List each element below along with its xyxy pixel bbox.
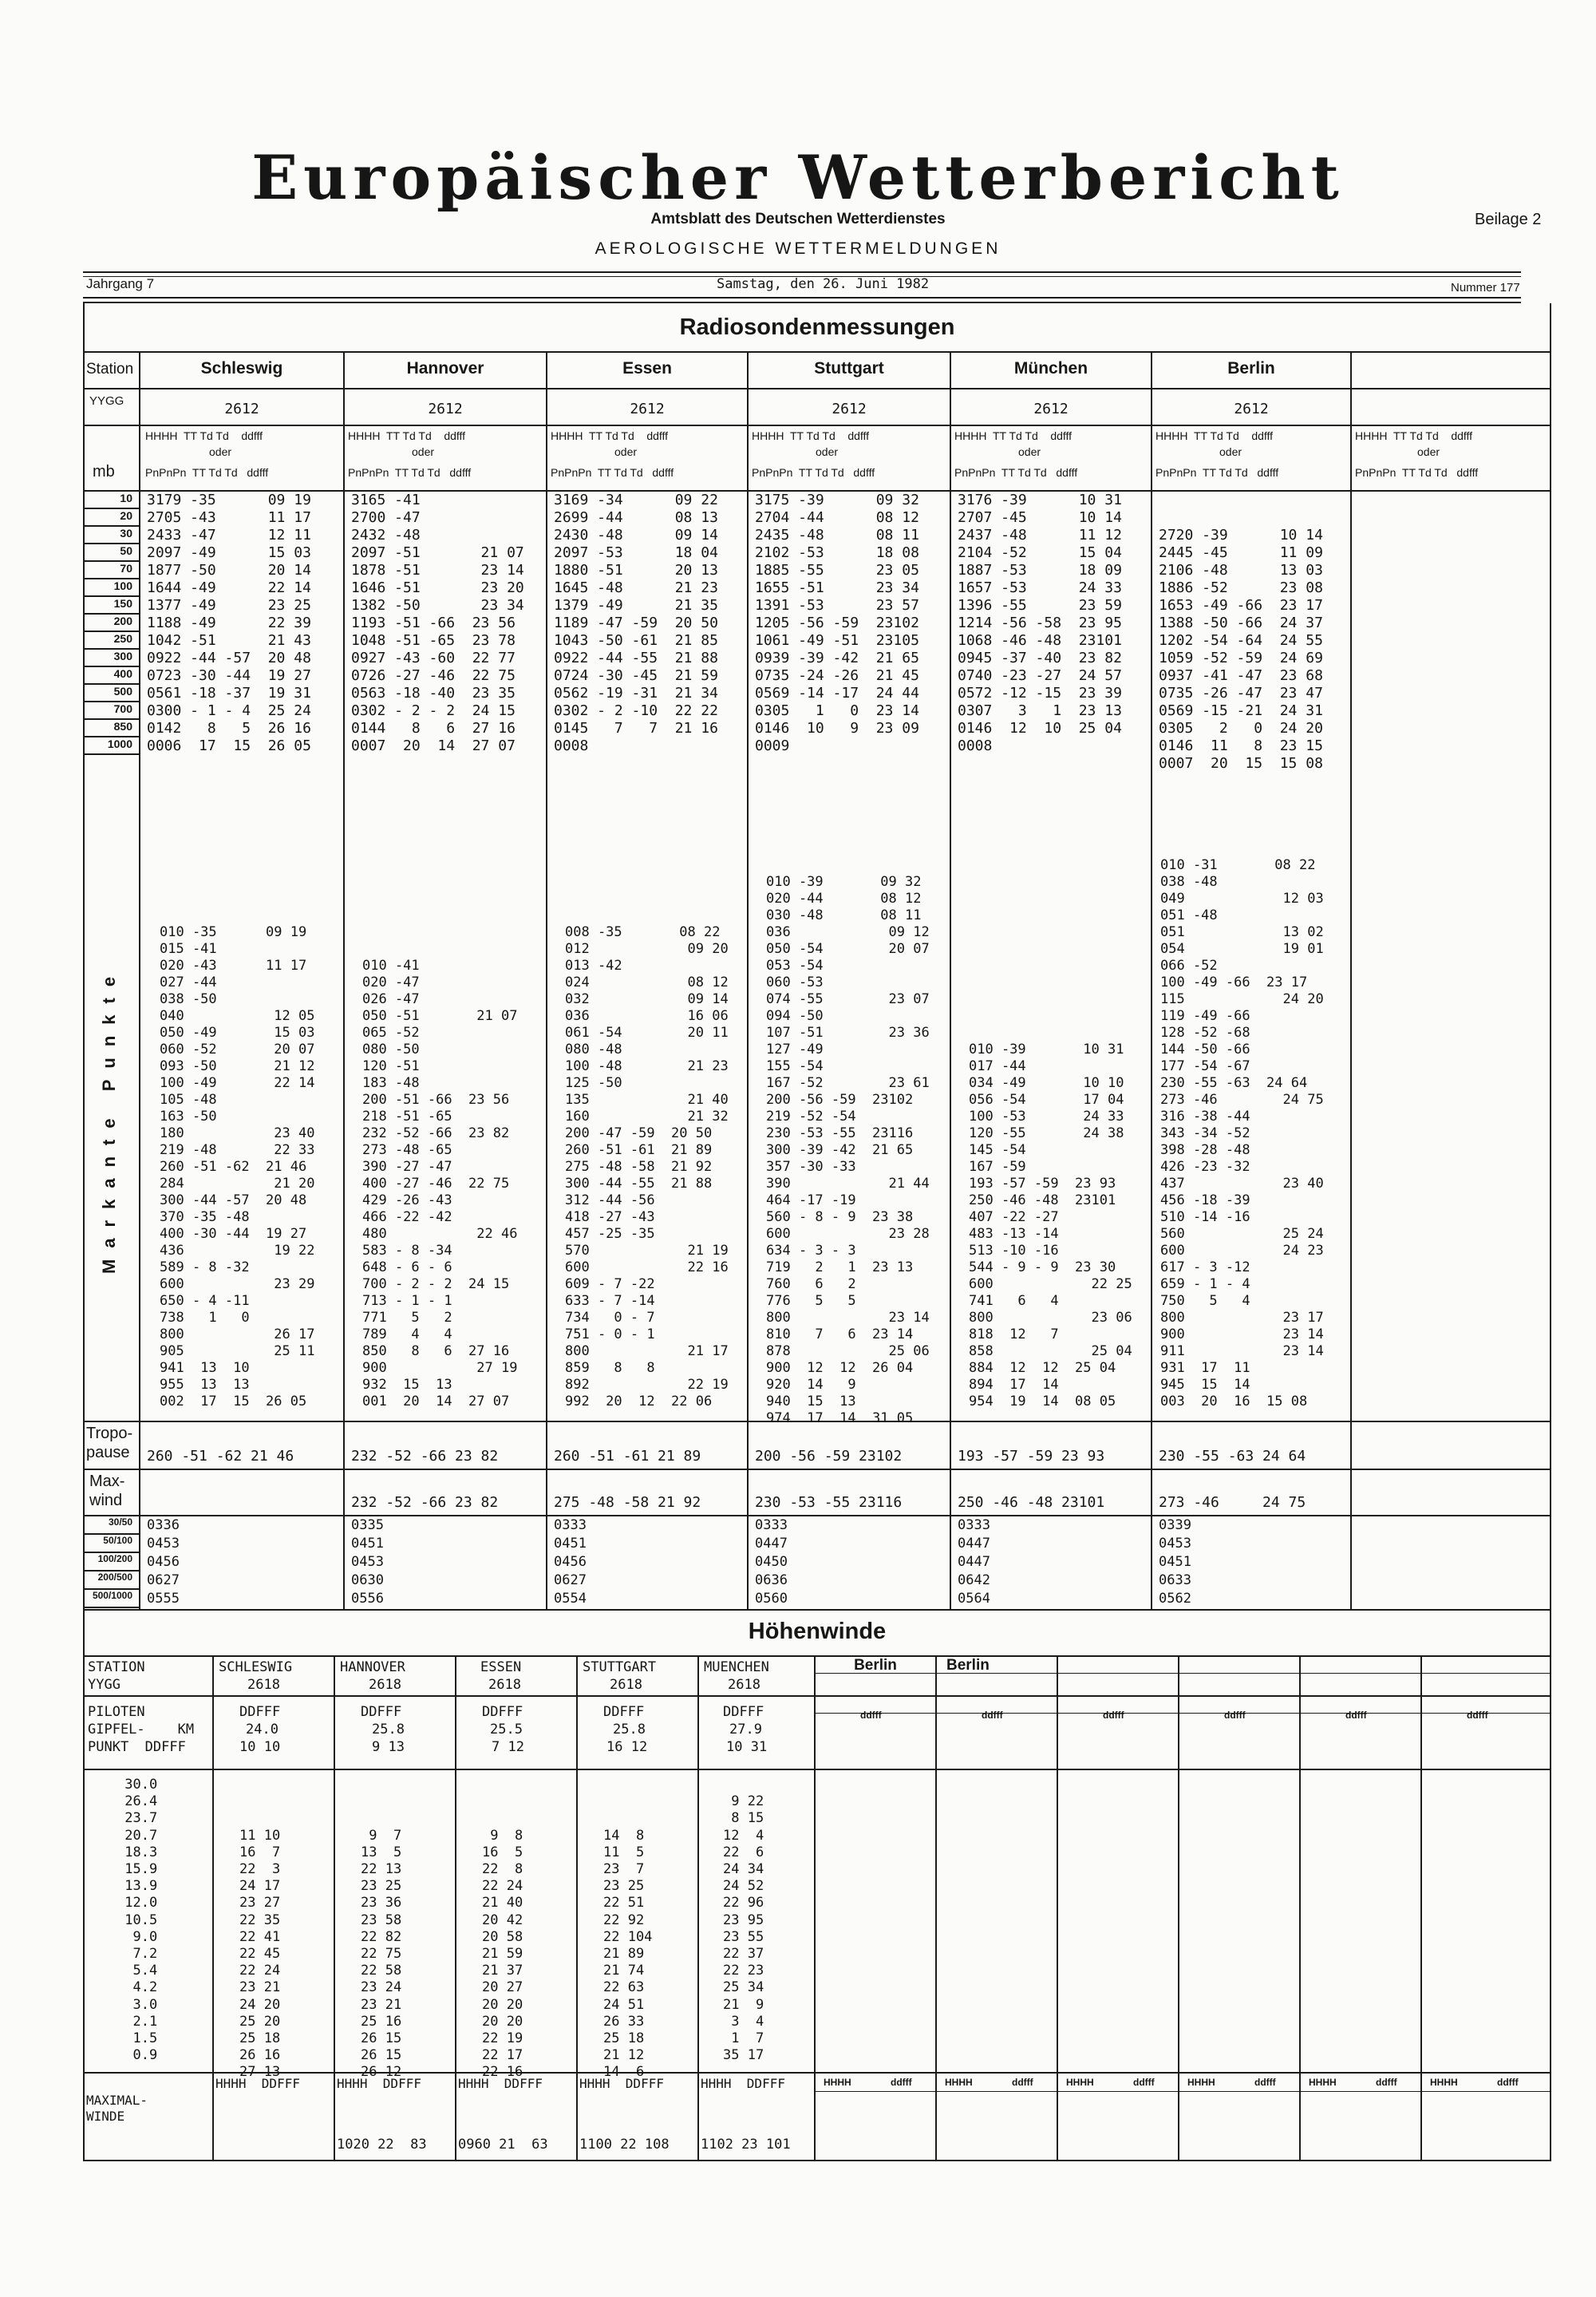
level-mb: 150 — [85, 597, 139, 615]
hw-max-hdr: HHHH DDFFF — [579, 2076, 664, 2091]
hw-max-value: 1100 22 108 — [579, 2137, 670, 2153]
station-label: Station — [86, 361, 134, 378]
tropopause-value: 232 -52 -66 23 82 — [351, 1448, 499, 1465]
col-header-oder: oder — [614, 445, 638, 458]
col-header-oder: oder — [209, 445, 232, 458]
hw-max-hhhh: HHHH — [1066, 2077, 1094, 2088]
yygg-value: 2612 — [224, 401, 259, 417]
publisher: Amtsblatt des Deutschen Wetterdienstes — [650, 211, 946, 227]
hoehenwinde-title: Höhenwinde — [748, 1619, 887, 1644]
thickness-layer: 50/100 — [85, 1535, 139, 1553]
radiosonde-title: Radiosondenmessungen — [679, 314, 955, 340]
level-mb: 250 — [85, 632, 139, 650]
level-mb: 700 — [85, 702, 139, 720]
level-mb: 300 — [85, 650, 139, 667]
hw-gipfel: 25.8 — [372, 1722, 405, 1738]
hw-max-hdr: HHHH DDFFF — [215, 2076, 300, 2091]
col-header-line1: HHHH TT Td Td ddfff — [348, 429, 466, 442]
tropopause-value: 260 -51 -61 21 89 — [554, 1448, 701, 1465]
hw-punkt: 10 31 — [726, 1739, 768, 1755]
yygg-value: 2612 — [630, 401, 665, 417]
level-mb: 70 — [85, 562, 139, 579]
sig-points-hannover: 010 -41 020 -47 026 -47 050 -51 21 07 065 -52 080 -50 120 -51 183 -48 200 -51 -66 23 56 218 -51 -65 232 -52 -66 23 82 273 -48 -65 390 -27 -47 400 -27 -46 22 75 429 -26 -43 466 -22 -42 480 22 46 583 - 8 -34 648 - 6 - 6 700 - 2 - 2 24 15 713 - 1 - 1 771 5 2 789 4 4 850 8 6 27 16 900 27 19 932 15 13 001 20 14 27 07 — [362, 958, 518, 1409]
thickness-layer: 100/200 — [85, 1553, 139, 1572]
mb-label: mb — [93, 463, 115, 480]
station-schleswig: Schleswig — [200, 359, 283, 378]
sig-points-schleswig: 010 -35 09 19 015 -41 020 -43 11 17 027 -44 038 -50 040 12 05 050 -49 15 03 060 -52 20 07 093 -50 21 12 100 -49 22 14 105 -48 163 -50 180 23 40 219 -48 22 33 260 -51 -62 21 46 284 21 20 300 -44 -57 20 48 370 -35 -48 400 -30 -44 19 27 436 19 22 589 - 8 -32 600 23 29 650 - 4 -11 738 1 0 800 26 17 905 25 11 941 13 10 955 13 13 002 17 15 26 05 — [160, 924, 315, 1409]
maxwind-value: 275 -48 -58 21 92 — [554, 1494, 701, 1511]
sig-points-essen: 008 -35 08 22 012 09 20 013 -42 024 08 12 032 09 14 036 16 06 061 -54 20 11 080 -48 100 -48 21 23 125 -50 135 21 40 160 21 32 200 -47 -59 20 50 260 -51 -61 21 89 275 -48 -58 21 92 300 -44 -55 21 88 312 -44 -56 418 -27 -43 457 -25 -35 570 21 19 600 22 16 609 - 7 -22 633 - 7 -14 734 0 - 7 751 - 0 - 1 800 21 17 859 8 8 892 22 19 992 20 12 22 06 — [565, 924, 729, 1409]
hw-station-label: STATION YYGG — [88, 1659, 145, 1693]
level-mb: 30 — [85, 527, 139, 544]
tropopause-value: 260 -51 -62 21 46 — [147, 1448, 294, 1465]
hw-max-ddfff: ddfff — [1133, 2077, 1155, 2088]
hw-station-essen: ESSEN — [480, 1659, 522, 1675]
hw-yygg: 2618 — [369, 1677, 401, 1693]
level-mb: 850 — [85, 720, 139, 737]
section-title: AEROLOGISCHE WETTERMELDUNGEN — [595, 239, 1001, 258]
sig-points-stuttgart: 010 -39 09 32 020 -44 08 12 030 -48 08 11 036 09 12 050 -54 20 07 053 -54 060 -53 074 -55 23 07 094 -50 107 -51 23 36 127 -49 155 -54 167 -52 23 61 200 -56 -59 23102 219 -52 -54 230 -53 -55 23116 300 -39 -42 21 65 357 -30 -33 390 21 44 464 -17 -19 560 - 8 - 9 23 38 600 23 28 634 - 3 - 3 719 2 1 23 13 760 6 2 776 5 5 800 23 14 810 7 6 23 14 878 25 06 900 12 12 26 04 920 14 9 940 15 13 974 17 14 31 05 — [766, 874, 930, 1426]
hw-ddfff: DDFFF — [603, 1704, 645, 1720]
hw-max-value: 0960 21 63 — [458, 2137, 548, 2153]
yygg-label: YYGG — [89, 394, 124, 408]
yygg-value: 2612 — [1033, 401, 1069, 417]
hw-max-hdr: HHHH DDFFF — [337, 2076, 421, 2091]
tropopause-label: Tropo- pause — [86, 1425, 133, 1461]
maxwind-value: 230 -53 -55 23116 — [755, 1494, 903, 1511]
hw-gipfel: 27.9 — [729, 1722, 762, 1738]
hw-yygg: 2618 — [610, 1677, 642, 1693]
hw-punkt: 10 10 — [239, 1739, 281, 1755]
hw-ddfff-label: ddfff — [1345, 1710, 1367, 1721]
thickness-layer: 30/50 — [85, 1516, 139, 1535]
col-header-line2: PnPnPn TT Td Td ddfff — [1156, 466, 1279, 479]
col-header-line1: HHHH TT Td Td ddfff — [1355, 429, 1473, 442]
level-mb: 400 — [85, 667, 139, 685]
hw-ddfff: DDFFF — [239, 1704, 281, 1720]
level-mb: 20 — [85, 509, 139, 527]
hw-ddfff: DDFFF — [482, 1704, 523, 1720]
std-levels-hannover: 3165 -41 2700 -47 2432 -48 2097 -51 21 07 1878 -51 23 14 1646 -51 23 20 1382 -50 23 34 1193 -51 -66 23 56 1048 -51 -65 23 78 0927 -43 -60 22 77 0726 -27 -46 22 75 0563 -18 -40 23 35 0302 - 2 - 2 24 15 0144 8 6 27 16 0007 20 14 27 07 — [351, 492, 524, 754]
hw-pilot-label: PILOTEN GIPFEL- KM PUNKT DDFFF — [88, 1704, 195, 1755]
hw-max-hhhh: HHHH — [824, 2077, 851, 2088]
hw-gipfel: 25.5 — [490, 1722, 523, 1738]
station-berlin: Berlin — [1227, 359, 1275, 378]
hw-max-ddfff: ddfff — [1254, 2077, 1276, 2088]
beilage-label: Beilage 2 — [1475, 211, 1542, 228]
col-header-line2: PnPnPn TT Td Td ddfff — [348, 466, 472, 479]
station-hannover: Hannover — [406, 359, 484, 378]
hw-max-hhhh: HHHH — [1430, 2077, 1458, 2088]
hw-max-value: 1102 23 101 — [701, 2137, 791, 2153]
col-header-oder: oder — [412, 445, 435, 458]
level-mb: 200 — [85, 615, 139, 632]
thickness-layer: 500/1000 — [85, 1590, 139, 1608]
hw-punkt: 16 12 — [606, 1739, 648, 1755]
hw-max-hhhh: HHHH — [1187, 2077, 1215, 2088]
hw-yygg: 2618 — [247, 1677, 280, 1693]
thickness-values: 0335 0451 0453 0630 0556 — [351, 1517, 384, 1607]
hw-max-ddfff: ddfff — [1376, 2077, 1397, 2088]
tropopause-value: 230 -55 -63 24 64 — [1159, 1448, 1306, 1465]
hw-ddfff-label: ddfff — [1467, 1710, 1488, 1721]
main-title: Europäischer Wetterbericht — [251, 142, 1345, 213]
hw-station-berlin: Berlin — [854, 1657, 897, 1674]
issue-date: Samstag, den 26. Juni 1982 — [717, 276, 930, 292]
hw-ddfff-label: ddfff — [1103, 1710, 1124, 1721]
std-levels-stuttgart: 3175 -39 09 32 2704 -44 08 12 2435 -48 08 11 2102 -53 18 08 1885 -55 23 05 1655 -51 23 34 1391 -53 23 57 1205 -56 -59 23102 1061 -49 -51 23105 0939 -39 -42 21 65 0735 -24 -26 21 45 0569 -14 -17 24 44 0305 1 0 23 14 0146 10 9 23 09 0009 — [755, 492, 919, 754]
col-header-line1: HHHH TT Td Td ddfff — [1156, 429, 1274, 442]
thickness-values: 0339 0453 0451 0633 0562 — [1159, 1517, 1191, 1607]
std-levels-berlin: 2720 -39 10 14 2445 -45 11 09 2106 -48 13 03 1886 -52 23 08 1653 -49 -66 23 17 1388 -50 -66 24 37 1202 -54 -64 24 55 1059 -52 -59 24 69 0937 -41 -47 23 68 0735 -26 -47 23 47 0569 -15 -21 24 31 0305 2 0 24 20 0146 11 8 23 15 0007 20 15 15 08 — [1159, 527, 1323, 772]
level-mb: 100 — [85, 579, 139, 597]
hw-values-hannover: 9 7 13 5 22 13 23 25 23 36 23 58 22 82 22 75 22 58 23 24 23 21 25 16 26 15 26 15 26 12 — [361, 1827, 402, 2081]
hw-ddfff-label: ddfff — [982, 1710, 1003, 1721]
hw-station-stuttgart: STUTTGART — [583, 1659, 657, 1675]
thickness-labels — [85, 1516, 139, 1608]
hw-yygg: 2618 — [728, 1677, 760, 1693]
level-list — [85, 492, 139, 755]
level-mb: 500 — [85, 685, 139, 702]
col-header-line2: PnPnPn TT Td Td ddfff — [551, 466, 674, 479]
hw-values-muenchen: 9 22 8 15 12 4 22 6 24 34 24 52 22 96 23 95 23 55 22 37 22 23 25 34 21 9 3 4 1 7 35 17 — [723, 1793, 764, 2064]
hw-max-hhhh: HHHH — [1309, 2077, 1337, 2088]
col-header-oder: oder — [1219, 445, 1242, 458]
std-levels-schleswig: 3179 -35 09 19 2705 -43 11 17 2433 -47 12 11 2097 -49 15 03 1877 -50 20 14 1644 -49 22 14 1377 -49 23 25 1188 -49 22 39 1042 -51 21 43 0922 -44 -57 20 48 0723 -30 -44 19 27 0561 -18 -37 19 31 0300 - 1 - 4 25 24 0142 8 5 26 16 0006 17 15 26 05 — [147, 492, 311, 754]
hw-max-hdr: HHHH DDFFF — [701, 2076, 785, 2091]
hw-gipfel: 24.0 — [246, 1722, 279, 1738]
std-levels-essen: 3169 -34 09 22 2699 -44 08 13 2430 -48 09 14 2097 -53 18 04 1880 -51 20 13 1645 -48 21 23 1379 -49 21 35 1189 -47 -59 20 50 1043 -50 -61 21 85 0922 -44 -55 21 88 0724 -30 -45 21 59 0562 -19 -31 21 34 0302 - 2 -10 22 22 0145 7 7 21 16 0008 — [554, 492, 718, 754]
hw-max-label: MAXIMAL- WINDE — [86, 2093, 148, 2124]
col-header-line1: HHHH TT Td Td ddfff — [551, 429, 669, 442]
hw-ddfff-label: ddfff — [860, 1710, 882, 1721]
nummer: Nummer 177 — [1451, 281, 1520, 295]
sig-points-muenchen: 010 -39 10 31 017 -44 034 -49 10 10 056 -54 17 04 100 -53 24 33 120 -55 24 38 145 -54 167 -59 193 -57 -59 23 93 250 -46 -48 23101 407 -22 -27 483 -13 -14 513 -10 -16 544 - 9 - 9 23 30 600 22 25 741 6 4 800 23 06 818 12 7 858 25 04 884 12 12 25 04 894 17 14 954 19 14 08 05 — [969, 1042, 1132, 1409]
hw-station-berlin: Berlin — [946, 1657, 990, 1674]
level-mb: 10 — [85, 492, 139, 509]
col-header-oder: oder — [816, 445, 839, 458]
hw-values-essen: 9 8 16 5 22 8 22 24 21 40 20 42 20 58 21 59 21 37 20 27 20 20 20 20 22 19 22 17 22 16 — [482, 1827, 523, 2081]
col-header-line2: PnPnPn TT Td Td ddfff — [1355, 466, 1479, 479]
hw-station-hannover: HANNOVER — [340, 1659, 405, 1675]
thickness-layer: 200/500 — [85, 1572, 139, 1590]
hw-ddfff-label: ddfff — [1224, 1710, 1246, 1721]
hw-heights: 30.0 26.4 23.7 20.7 18.3 15.9 13.9 12.0 10.5 9.0 7.2 5.4 4.2 3.0 2.1 1.5 0.9 — [124, 1777, 158, 2064]
hw-values-stuttgart: 14 8 11 5 23 7 23 25 22 51 22 92 22 104 21 89 21 74 22 63 24 51 26 33 25 18 21 12 14 6 — [603, 1827, 653, 2081]
hw-station-muenchen: MUENCHEN — [704, 1659, 769, 1675]
hw-max-ddfff: ddfff — [1497, 2077, 1519, 2088]
hw-max-ddfff: ddfff — [891, 2077, 912, 2088]
col-header-line1: HHHH TT Td Td ddfff — [954, 429, 1073, 442]
level-mb: 1000 — [85, 737, 139, 755]
thickness-values: 0333 0451 0456 0627 0554 — [554, 1517, 587, 1607]
hw-station-schleswig: SCHLESWIG — [219, 1659, 293, 1675]
col-header-line2: PnPnPn TT Td Td ddfff — [752, 466, 875, 479]
col-header-oder: oder — [1018, 445, 1041, 458]
markante-punkte-label: Markante Punkte — [99, 965, 119, 1274]
hw-punkt: 7 12 — [492, 1739, 524, 1755]
hw-gipfel: 25.8 — [613, 1722, 646, 1738]
level-mb: 50 — [85, 544, 139, 562]
yygg-value: 2612 — [832, 401, 867, 417]
station-essen: Essen — [622, 359, 672, 378]
thickness-values: 0333 0447 0447 0642 0564 — [958, 1517, 990, 1607]
jahrgang: Jahrgang 7 — [86, 276, 155, 291]
hw-max-value: 1020 22 83 — [337, 2137, 427, 2153]
maxwind-value: 250 -46 -48 23101 — [958, 1494, 1105, 1511]
maxwind-label: Max- wind — [89, 1473, 125, 1509]
tropopause-value: 193 -57 -59 23 93 — [958, 1448, 1105, 1465]
station-stuttgart: Stuttgart — [814, 359, 884, 378]
hw-max-hdr: HHHH DDFFF — [458, 2076, 543, 2091]
hw-yygg: 2618 — [488, 1677, 521, 1693]
thickness-values: 0336 0453 0456 0627 0555 — [147, 1517, 180, 1607]
hw-punkt: 9 13 — [372, 1739, 405, 1755]
hw-ddfff: DDFFF — [723, 1704, 764, 1720]
hw-ddfff: DDFFF — [361, 1704, 402, 1720]
thickness-values: 0333 0447 0450 0636 0560 — [755, 1517, 788, 1607]
station-muenchen: München — [1013, 359, 1088, 378]
col-header-line2: PnPnPn TT Td Td ddfff — [145, 466, 269, 479]
col-header-line2: PnPnPn TT Td Td ddfff — [954, 466, 1078, 479]
std-levels-muenchen: 3176 -39 10 31 2707 -45 10 14 2437 -48 11 12 2104 -52 15 04 1887 -53 18 09 1657 -53 24 33 1396 -55 23 59 1214 -56 -58 23 95 1068 -46 -48 23101 0945 -37 -40 23 82 0740 -23 -27 24 57 0572 -12 -15 23 39 0307 3 1 23 13 0146 12 10 25 04 0008 — [958, 492, 1122, 754]
col-header-line1: HHHH TT Td Td ddfff — [752, 429, 870, 442]
hw-max-hhhh: HHHH — [945, 2077, 973, 2088]
hw-max-ddfff: ddfff — [1012, 2077, 1033, 2088]
yygg-value: 2612 — [1234, 401, 1269, 417]
tropopause-value: 200 -56 -59 23102 — [755, 1448, 903, 1465]
yygg-value: 2612 — [428, 401, 463, 417]
col-header-line1: HHHH TT Td Td ddfff — [145, 429, 263, 442]
col-header-oder: oder — [1417, 445, 1440, 458]
sig-points-berlin: 010 -31 08 22 038 -48 049 12 03 051 -48 051 13 02 054 19 01 066 -52 100 -49 -66 23 17 115 24 20 119 -49 -66 128 -52 -68 144 -50 -66 177 -54 -67 230 -55 -63 24 64 273 -46 24 75 316 -38 -44 343 -34 -52 398 -28 -48 426 -23 -32 437 23 40 456 -18 -39 510 -14 -16 560 25 24 600 24 23 617 - 3 -12 659 - 1 - 4 750 5 4 800 23 17 900 23 14 911 23 14 931 17 11 945 15 14 003 20 16 15 08 — [1160, 857, 1324, 1409]
maxwind-value: 273 -46 24 75 — [1159, 1494, 1306, 1511]
hw-values-schleswig: 11 10 16 7 22 3 24 17 23 27 22 35 22 41 22 45 22 24 23 21 24 20 25 20 25 18 26 16 27 13 — [239, 1827, 281, 2081]
maxwind-value: 232 -52 -66 23 82 — [351, 1494, 499, 1511]
